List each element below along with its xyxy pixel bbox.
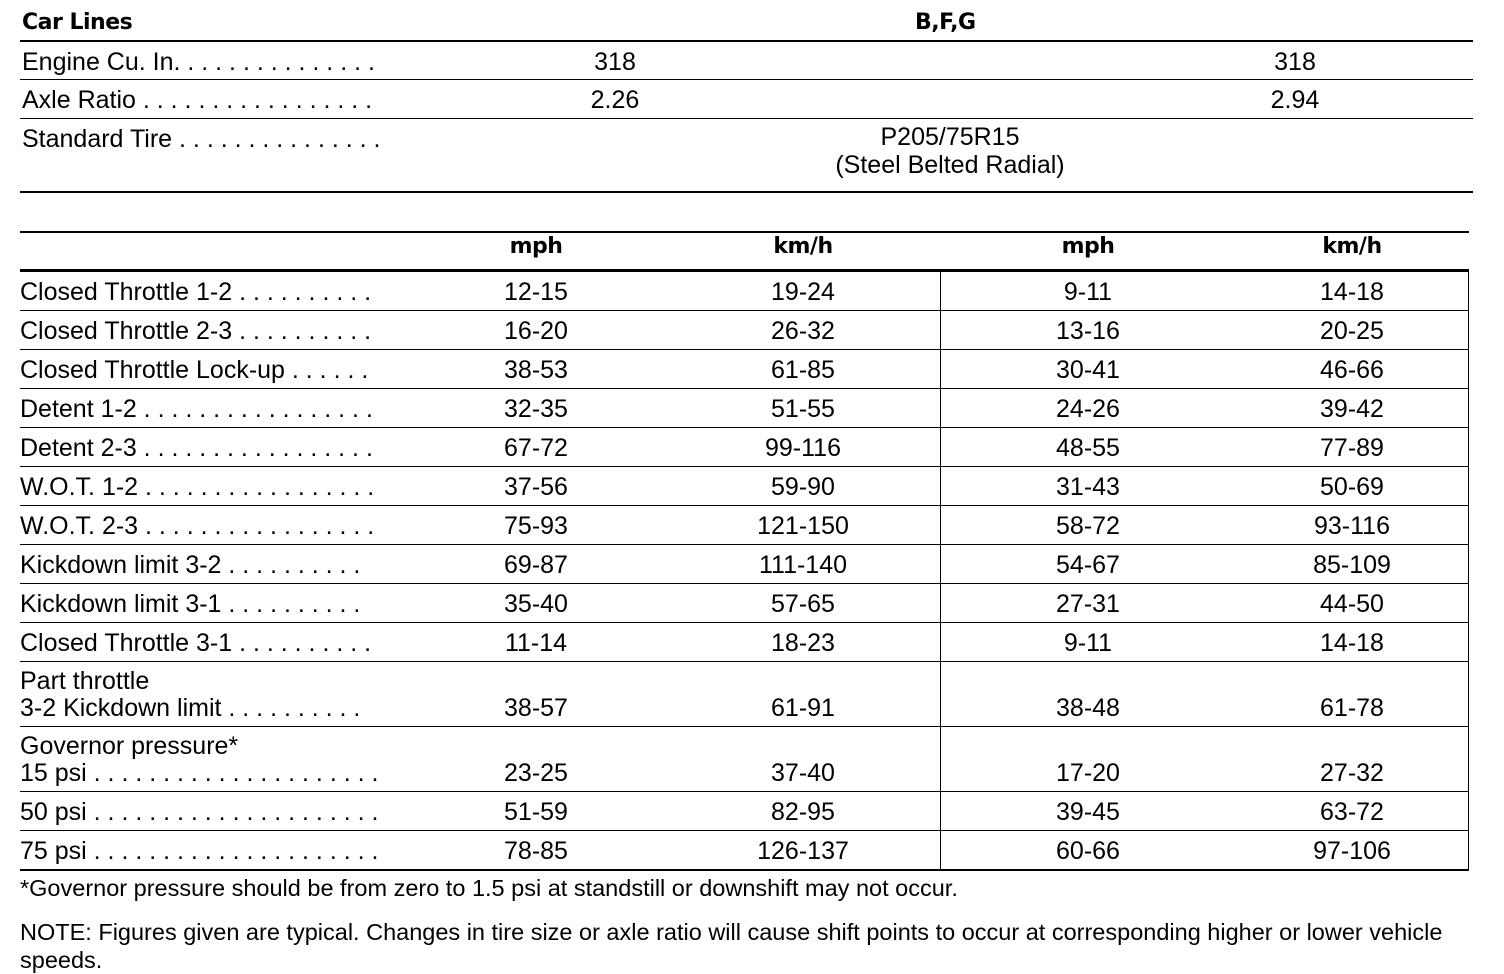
column-header: mph (1061, 234, 1115, 259)
table-cell: 24-26 (1056, 395, 1120, 423)
table-cell: 46-66 (1320, 356, 1384, 384)
table-row (20, 792, 1468, 831)
table-cell: 126-137 (757, 837, 849, 865)
table-cell: 67-72 (504, 434, 568, 462)
table-cell: 32-35 (504, 395, 568, 423)
table-body (20, 272, 1469, 871)
engine-label: Engine Cu. In. . . . . . . . . . . . . . . (22, 48, 375, 76)
table-row (20, 506, 1468, 545)
table-cell: 31-43 (1056, 473, 1120, 501)
column-header: mph (509, 234, 563, 259)
table-cell: 48-55 (1056, 434, 1120, 462)
shift-speed-document (20, 6, 1473, 974)
table-cell: 27-31 (1056, 590, 1120, 618)
table-row (20, 428, 1468, 467)
table-row (20, 831, 1468, 871)
table-cell: 82-95 (771, 798, 835, 826)
table-row (20, 311, 1468, 350)
table-cell: 111-140 (758, 551, 848, 579)
axle-ratio-value-a: 2.26 (590, 86, 640, 114)
table-cell: 35-40 (504, 590, 568, 618)
row-label: Detent 2-3 . . . . . . . . . . . . . . . . . (20, 434, 373, 462)
table-cell: 97-106 (1313, 837, 1391, 865)
table-cell: 16-20 (504, 317, 568, 345)
table-cell: 37-56 (504, 473, 568, 501)
table-row (20, 467, 1468, 506)
table-cell: 26-32 (771, 317, 835, 345)
table-cell: 20-25 (1320, 317, 1384, 345)
row-label: Kickdown limit 3-2 . . . . . . . . . . (20, 551, 361, 579)
table-cell: 61-85 (771, 356, 835, 384)
table-row (20, 623, 1468, 662)
table-cell: 69-87 (504, 551, 568, 579)
table-cell: 19-24 (771, 278, 835, 306)
engine-value-b: 318 (1274, 48, 1316, 76)
table-row (20, 350, 1468, 389)
engine-value-a: 318 (594, 48, 636, 76)
table-cell: 44-50 (1320, 590, 1384, 618)
standard-tire-value (780, 123, 1120, 179)
table-cell: 59-90 (771, 473, 835, 501)
table-cell: 58-72 (1056, 512, 1120, 540)
row-label: Closed Throttle 2-3 . . . . . . . . . . (20, 317, 372, 345)
table-cell: 93-116 (1314, 512, 1390, 540)
standard-tire-label: Standard Tire . . . . . . . . . . . . . . . (22, 125, 381, 153)
table-row (20, 545, 1468, 584)
row-label: Closed Throttle 3-1 . . . . . . . . . . (20, 629, 372, 657)
table-cell: 23-25 (504, 759, 568, 787)
car-lines-header (20, 6, 1473, 42)
table-cell: 11-14 (504, 629, 568, 657)
table-cell: 39-45 (1056, 798, 1120, 826)
shift-speed-table (20, 231, 1469, 871)
row-label: Part throttle 3-2 Kickdown limit . . . . . . . . . . (20, 667, 361, 722)
table-cell: 30-41 (1056, 356, 1120, 384)
column-header-row (20, 233, 1469, 272)
row-label: 75 psi . . . . . . . . . . . . . . . . . . . . . (20, 837, 379, 865)
table-cell: 85-109 (1313, 551, 1391, 579)
table-cell: 37-40 (771, 759, 835, 787)
table-row (20, 662, 1468, 727)
tire-size: P205/75R15 (880, 123, 1020, 151)
table-cell: 51-55 (771, 395, 835, 423)
table-cell: 17-20 (1056, 759, 1120, 787)
table-cell: 9-11 (1063, 629, 1113, 657)
table-cell: 75-93 (504, 512, 568, 540)
table-cell: 61-78 (1320, 694, 1384, 722)
note-text: NOTE: Figures given are typical. Changes in tire size or axle ratio will cause shift points to occur at corresponding higher or lower vehicle speeds. (20, 919, 1443, 973)
row-label: Kickdown limit 3-1 . . . . . . . . . . (20, 590, 361, 618)
table-cell: 14-18 (1320, 278, 1384, 306)
table-row (20, 272, 1468, 311)
table-cell: 51-59 (504, 798, 568, 826)
table-cell: 14-18 (1320, 629, 1384, 657)
table-cell: 12-15 (504, 278, 568, 306)
table-cell: 18-23 (771, 629, 835, 657)
row-label: 50 psi . . . . . . . . . . . . . . . . . . . . . (20, 798, 379, 826)
row-label: W.O.T. 2-3 . . . . . . . . . . . . . . . . . (20, 512, 375, 540)
column-header: km/h (1322, 234, 1382, 259)
engine-row (20, 42, 1473, 80)
table-cell: 61-91 (771, 694, 835, 722)
row-label: Governor pressure* 15 psi . . . . . . . . . . . . . . . . . . . . . (20, 732, 379, 787)
table-cell: 38-48 (1056, 694, 1120, 722)
standard-tire-row (20, 119, 1473, 193)
column-header: km/h (773, 234, 833, 259)
row-label: Closed Throttle Lock-up . . . . . . (20, 356, 369, 384)
table-cell: 38-57 (504, 694, 568, 722)
car-lines-label: Car Lines (22, 10, 133, 35)
table-cell: 38-53 (504, 356, 568, 384)
axle-ratio-label: Axle Ratio . . . . . . . . . . . . . . . . . (22, 86, 373, 114)
table-row (20, 584, 1468, 623)
table-cell: 99-116 (765, 434, 841, 462)
axle-ratio-value-b: 2.94 (1270, 86, 1320, 114)
table-cell: 121-150 (757, 512, 849, 540)
row-label: Detent 1-2 . . . . . . . . . . . . . . . . . (20, 395, 373, 423)
car-lines-value: B,F,G (915, 10, 976, 35)
axle-ratio-row (20, 80, 1473, 119)
table-cell: 63-72 (1320, 798, 1384, 826)
row-label: W.O.T. 1-2 . . . . . . . . . . . . . . . . . (20, 473, 375, 501)
table-cell: 57-65 (771, 590, 835, 618)
governor-footnote: *Governor pressure should be from zero to 1.5 psi at standstill or downshift may not occur. (20, 875, 958, 901)
row-label: Closed Throttle 1-2 . . . . . . . . . . (20, 278, 372, 306)
table-cell: 50-69 (1320, 473, 1384, 501)
table-cell: 54-67 (1056, 551, 1120, 579)
table-cell: 60-66 (1056, 837, 1120, 865)
table-cell: 39-42 (1320, 395, 1384, 423)
table-cell: 9-11 (1063, 278, 1113, 306)
table-row (20, 727, 1468, 792)
table-row (20, 389, 1468, 428)
table-cell: 77-89 (1320, 434, 1384, 462)
table-cell: 27-32 (1320, 759, 1384, 787)
table-cell: 13-16 (1056, 317, 1120, 345)
tire-type: (Steel Belted Radial) (835, 151, 1065, 179)
table-cell: 78-85 (504, 837, 568, 865)
